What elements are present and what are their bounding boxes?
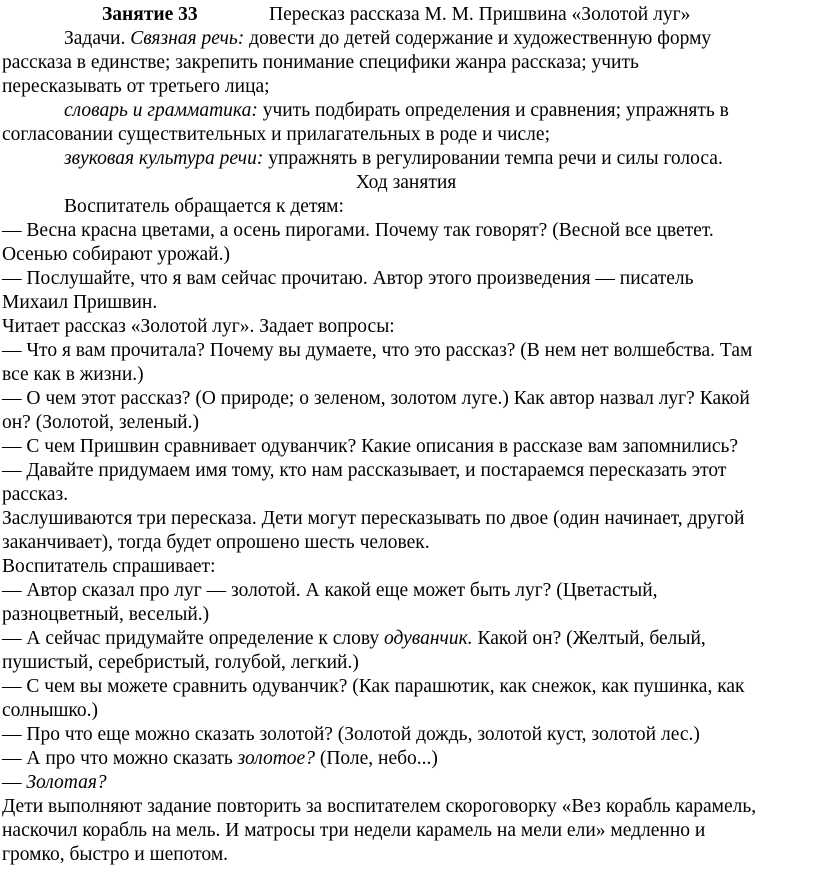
paragraph-line: — С чем Пришвин сравнивает одуванчик? Какие описания в рассказе вам запомнились? <box>2 436 739 457</box>
paragraph-line: все как в жизни.) <box>2 364 144 385</box>
text-run: — А сейчас придумайте определение к слову <box>2 628 385 649</box>
text-run: довести до детей содержание и художественную форму <box>244 28 712 49</box>
paragraph-line: — Весна красна цветами, а осень пирогами. Почему так говорят? (Весной все цветет. <box>2 220 714 241</box>
text-run: Какой он? (Желтый, белый, <box>472 628 706 649</box>
paragraph-line: — Давайте придумаем имя тому, кто нам рассказывает, и постараемся пересказать этот <box>2 460 727 481</box>
tasks-speech-line-1 <box>2 27 810 51</box>
text-run: (Поле, небо...) <box>314 748 438 769</box>
paragraph-line: — Про что еще можно сказать золотой? (Золотой дождь, золотой куст, золотой лес.) <box>2 724 700 745</box>
paragraph-line: громко, быстро и шепотом. <box>2 844 229 865</box>
tasks-speech-line-2: рассказа в единстве; закрепить понимание специфики жанра рассказа; учить <box>2 52 639 73</box>
paragraph-line: солнышко.) <box>2 700 99 721</box>
text-run: — <box>2 772 27 793</box>
paragraph-line: он? (Золотой, зеленый.) <box>2 412 199 433</box>
lesson-header <box>2 3 810 27</box>
paragraph-line: Воспитатель спрашивает: <box>2 556 216 577</box>
vocab-label: словарь и грамматика: <box>64 100 258 121</box>
paragraph-line <box>2 627 810 651</box>
paragraph-line <box>2 771 810 795</box>
tasks-vocab-line-2: согласовании существительных и прилагательных в роде и числе; <box>2 124 550 145</box>
text-run: упражнять в регулировании темпа речи и силы голоса. <box>263 148 723 169</box>
course-heading: Ход занятия <box>355 172 457 193</box>
italic-word: одуванчик. <box>384 628 473 649</box>
paragraph-line: наскочил корабль на мель. И матросы три недели карамель на мели ели» медленно и <box>2 820 706 841</box>
paragraph-line: Читает рассказ «Золотой луг». Задает вопросы: <box>2 316 395 337</box>
tasks-vocab-line-1 <box>2 99 810 123</box>
paragraph-line: пушистый, серебристый, голубой, легкий.) <box>2 652 359 673</box>
text-run: — А про что можно сказать <box>2 748 238 769</box>
tasks-label: Задачи. <box>64 28 126 49</box>
paragraph-line: Дети выполняют задание повторить за воспитателем скороговорку «Вез корабль карамель, <box>2 796 757 817</box>
paragraph-line: Осенью собирают урожай.) <box>2 244 230 265</box>
paragraph-line: разноцветный, веселый.) <box>2 604 210 625</box>
paragraph-line: заканчивает), тогда будет опрошено шесть человек. <box>2 532 430 553</box>
sound-label: звуковая культура речи: <box>64 148 264 169</box>
tasks-sound-line-1 <box>2 147 810 171</box>
paragraph-line: рассказ. <box>2 484 69 505</box>
tasks-speech-line-3: пересказывать от третьего лица; <box>2 76 270 97</box>
paragraph-line: — Автор сказал про луг — золотой. А какой еще может быть луг? (Цветастый, <box>2 580 658 601</box>
paragraph-line: Михаил Пришвин. <box>2 292 158 313</box>
paragraph-line: — Послушайте, что я вам сейчас прочитаю. Автор этого произведения — писатель <box>2 268 694 289</box>
paragraph-line: — С чем вы можете сравнить одуванчик? (Как парашютик, как снежок, как пушинка, как <box>2 676 745 697</box>
speech-label: Связная речь: <box>130 28 245 49</box>
text-run: учить подбирать определения и сравнения; упражнять в <box>257 100 729 121</box>
lesson-number: Занятие 33 <box>102 4 198 25</box>
paragraph-line <box>2 747 810 771</box>
paragraph-line: Заслушиваются три пересказа. Дети могут пересказывать по двое (один начинает, другой <box>2 508 745 529</box>
paragraph-line: — Что я вам прочитала? Почему вы думаете, что это рассказ? (В нем нет волшебства. Там <box>2 340 753 361</box>
paragraph-line: — О чем этот рассказ? (О природе; о зеленом, золотом луге.) Как автор назвал луг? Какой <box>2 388 750 409</box>
paragraph-line: Воспитатель обращается к детям: <box>64 196 344 217</box>
italic-word: золотое? <box>237 748 315 769</box>
italic-word: Золотая? <box>26 772 107 793</box>
lesson-title: Пересказ рассказа М. М. Пришвина «Золотой луг» <box>269 4 691 25</box>
